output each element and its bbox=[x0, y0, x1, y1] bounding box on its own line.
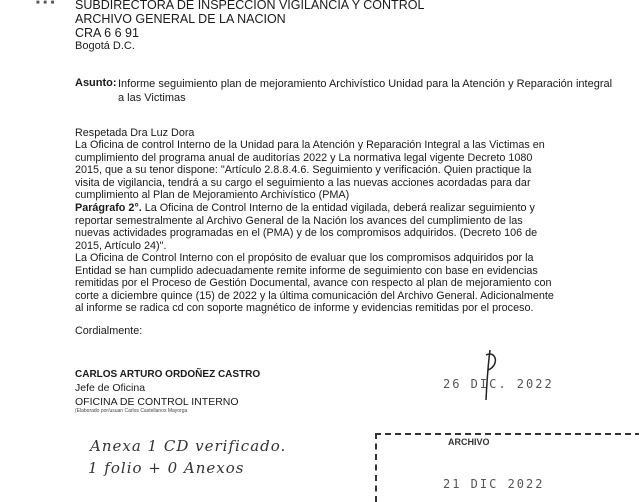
paragraph-2-text: La Oficina de Control Interno de la entidad vigilada, deberá realizar seguimiento y reportar semestralmente al Archivo General de la Nación los avances del cumplimiento de las nuevas actividades programadas en el (PMA) y de los compromisos adquiridos. (Decreto 106 de 2015, Artículo 24)". bbox=[75, 202, 538, 252]
recipient-address: CRA 6 6 91 bbox=[75, 26, 139, 40]
signer-role: Jefe de Oficina bbox=[75, 382, 146, 394]
handwritten-note-2: 1 folio + 0 Anexos bbox=[88, 459, 245, 477]
paragraph-1: La Oficina de control Interno de la Unidad para la Atención y Reparación Integral a las Victimas en cumplimiento del programa anual de auditorías 2022 y La normativa legal vigente Decreto 1080 2015, que a su tenor dispone: "Artículo 2.8.8.4.6. Seguimiento y verificación. Quien practique la visita de vigilancia, tendrá a su cargo el seguimiento a las nuevas acciones acordadas para dar cumplimiento al Plan de Mejoramiento Archivístico (PMA) bbox=[75, 139, 545, 201]
archive-stamp-title: ARCHIVO bbox=[448, 437, 490, 447]
prepared-by-note: (Elaborado por/usuan Carlos Castellanos Mayorga bbox=[75, 408, 188, 414]
received-date-stamp: 26 DIC. 2022 bbox=[443, 377, 554, 391]
paragraph-2-lead: Parágrafo 2°. bbox=[75, 202, 142, 214]
handwritten-signature bbox=[470, 345, 510, 405]
top-margin-marks: ■ ■ ■ bbox=[36, 0, 56, 6]
salutation: Respetada Dra Luz Dora bbox=[75, 127, 195, 139]
signer-office: OFICINA DE CONTROL INTERNO bbox=[75, 396, 239, 408]
subject-text: Informe seguimiento plan de mejoramiento Archivístico Unidad para la Atención y Reparación integral a las Victimas bbox=[118, 78, 613, 104]
archive-stamp-box bbox=[375, 433, 639, 502]
closing: Cordialmente: bbox=[75, 325, 143, 337]
recipient-org: ARCHIVO GENERAL DE LA NACION bbox=[75, 12, 286, 26]
paragraph-2 bbox=[75, 202, 555, 252]
handwritten-note-1: Anexa 1 CD verificado. bbox=[90, 437, 287, 455]
paragraph-3: La Oficina de Control Interno con el propósito de evaluar que los compromisos adquiridos por la Entidad se han cumplido adecuadamente remite informe de seguimiento con base en evidencias remitidas por el Proceso de Gestión Documental, avance con respecto al plan de mejoramiento con corte a diciembre quince (15) de 2022 y la última comunicación del Archivo General. Adicionalmente al informe se radica cd con soporte magnético de informe y evidencias remitidas por el proceso. bbox=[75, 252, 554, 314]
signer-name: CARLOS ARTURO ORDOÑEZ CASTRO bbox=[75, 369, 261, 380]
subject-label: Asunto: bbox=[75, 77, 117, 89]
archive-date-stamp: 21 DIC 2022 bbox=[443, 477, 545, 491]
recipient-title: SUBDIRECTORA DE INSPECCION VIGILANCIA Y CONTROL bbox=[75, 0, 425, 12]
recipient-city: Bogotá D.C. bbox=[75, 40, 135, 52]
